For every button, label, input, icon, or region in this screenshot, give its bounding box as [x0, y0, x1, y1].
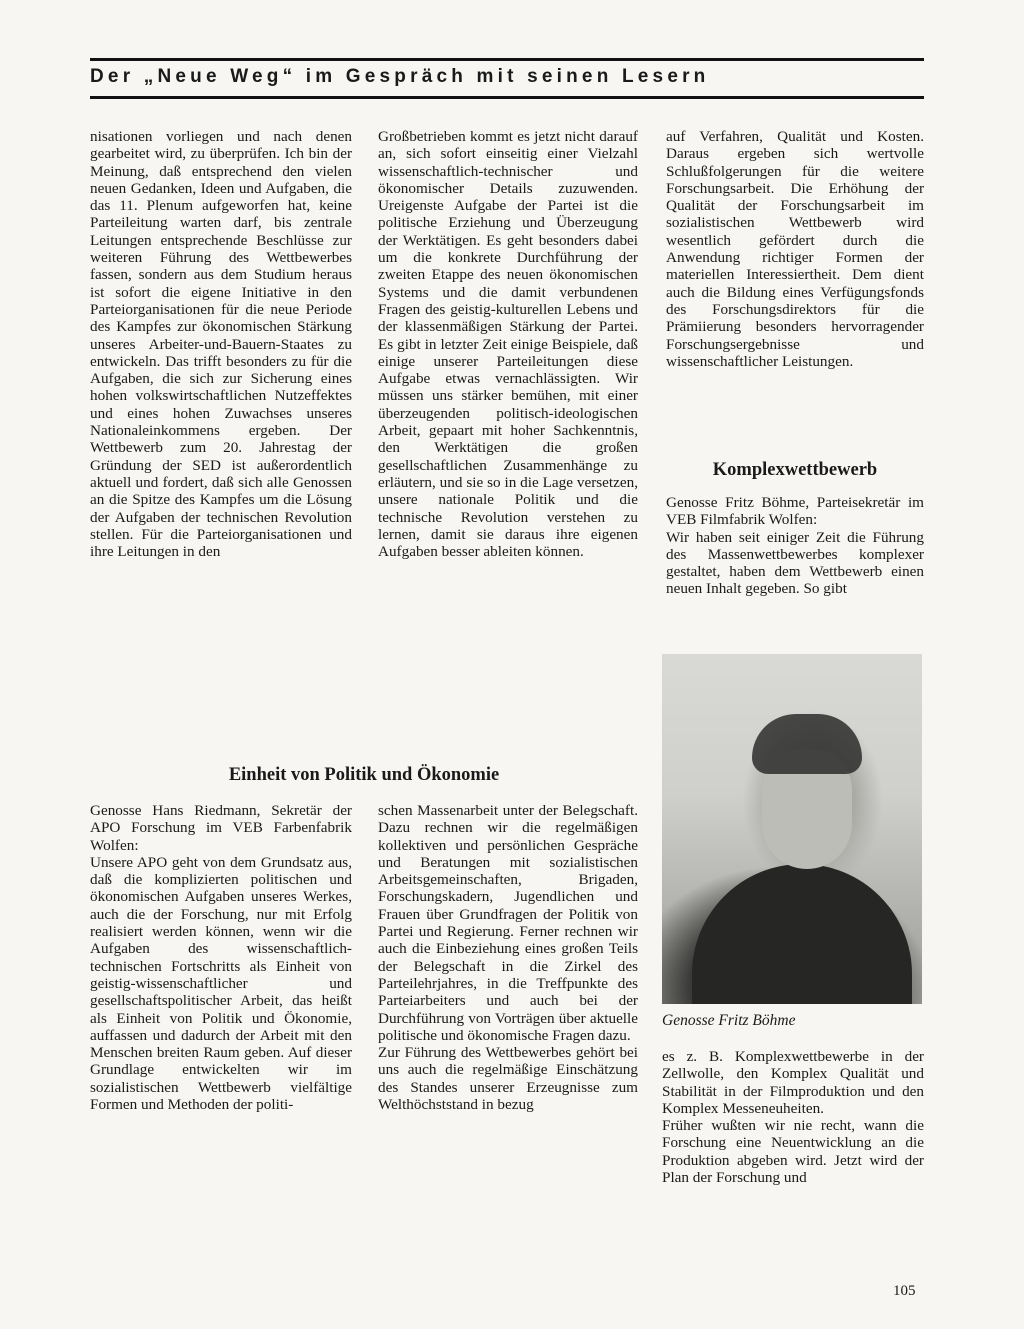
column-1-top	[90, 128, 352, 560]
einheit-intro: Genosse Hans Riedmann, Sekretär der APO Forschung im VEB Farbenfabrik Wolfen:	[90, 802, 352, 854]
photo-caption: Genosse Fritz Böhme	[662, 1012, 796, 1029]
page-header-title: Der „Neue Weg“ im Gespräch mit seinen Lesern	[90, 66, 710, 87]
einheit-column-2	[378, 802, 638, 1113]
column-3-bottom-text: es z. B. Komplexwettbewerbe in der Zellwolle, den Komplex Qualität und Stabilität in der Filmproduktion und den Komplex Messeneuheiten.	[662, 1048, 924, 1117]
column-3-bottom	[662, 1048, 924, 1186]
einheit-column-2-text: schen Massenarbeit unter der Belegschaft. Dazu rechnen wir die regelmäßigen kollektiven und persönlichen Gespräche und Beratungen mit sozialistischen Arbeitsgemeinschaften, Brigaden, Forschungskadern, Jugendlichen und Frauen über Grundfragen der Politik von Partei und Regierung. Ferner rechnen wir auch die Einbeziehung eines großen Teils der Belegschaft in die Zirkel des Parteilehrjahres, in die Treffpunkte des Parteiarbeiters und auch bei der Durchführung von Vorträgen über aktuelle politische und ökonomische Fragen dazu.	[378, 802, 638, 1044]
column-1-text: nisationen vorliegen und nach denen gearbeitet wird, zu überprüfen. Ich bin der Meinung, daß entsprechend den vielen neuen Gedanken, Ideen und Aufgaben, die das 11. Plenum aufgeworfen hat, keine Parteileitung warten darf, bis zentrale Leitungen entsprechende Beschlüsse zur weiteren Führung des Wettbewerbes fassen, sondern aus dem Studium heraus ist sofort die eigene Initiative in den Parteiorganisationen für die neue Periode des Kampfes zur ökonomischen Stärkung unseres Arbeiter-und-Bauern-Staates zu entwickeln. Das trifft besonders zu für die Aufgaben, die sich zur Sicherung eines hohen volkswirtschaftlichen Nutzeffektes und eines hohen Zuwachses unseres Nationaleinkommens ergeben. Der Wettbewerb zum 20. Jahrestag der Gründung der SED ist außerordentlich aktuell und fordert, daß sich alle Genossen an die Spitze des Kampfes um die Lösung der Aufgaben der technischen Revolution stellen. Für die Parteiorganisationen und ihre Leitungen in den	[90, 128, 352, 561]
column-2-text: Großbetrieben kommt es jetzt nicht darauf an, sich sofort einseitig einer Vielzahl wissenschaftlich-technischer und ökonomischer Details zuzuwenden. Ureigenste Aufgabe der Partei ist die politische Erziehung und Überzeugung der Werktätigen. Es geht besonders dabei um die konkrete Durchführung der zweiten Etappe des neuen ökonomischen Systems und die damit verbundenen Fragen des geistig-kulturellen Lebens und der klassenmäßigen Stärkung der Partei. Es gibt in letzter Zeit einige Beispiele, daß einige unserer Parteileitungen diese Aufgabe etwas vernachlässigten. Wir müssen uns stärker bemühen, mit einer überzeugenden politisch-ideologischen Arbeit, gepaart mit hoher Sachkenntnis, den Werktätigen die großen gesellschaftlichen Zusammenhänge zu erläutern, und sie so in die Lage versetzen, unsere nationale Politik und die technische Revolution verstehen zu lernen, damit sie daraus ihre eigenen Aufgaben besser ableiten können.	[378, 128, 638, 561]
column-3-bottom-text-b: Früher wußten wir nie recht, wann die Forschung eine Neuentwicklung an die Produktion abgeben wird. Jetzt wird der Plan der Forschung und	[662, 1117, 924, 1187]
einheit-column-2-text-b: Zur Führung des Wettbewerbes gehört bei uns auch die regelmäßige Einschätzung des Standes unserer Erzeugnisse zum Welthöchststand in bezug	[378, 1044, 638, 1114]
column-3-text: auf Verfahren, Qualität und Kosten. Daraus ergeben sich wertvolle Schlußfolgerungen für die weitere Forschungsarbeit. Die Erhöhung der Qualität der Forschungsarbeit im sozialistischen Wettbewerb wird wesentlich gefördert durch die Anwendung richtiger Formen der materiellen Interessiertheit. Dem dient auch die Bildung eines Verfügungsfonds des Forschungsdirektors für die Prämiierung besonders hervorragender Forschungsergebnisse und wissenschaftlicher Leistungen.	[666, 128, 924, 370]
komplex-text: Wir haben seit einiger Zeit die Führung des Massenwettbewerbes komplexer gestaltet, haben dem Wettbewerb einen neuen Inhalt gegeben. So gibt	[666, 528, 924, 598]
komplex-intro: Genosse Fritz Böhme, Parteisekretär im VEB Filmfabrik Wolfen:	[666, 494, 924, 529]
header-rule-bottom	[90, 96, 924, 99]
column-3-top	[666, 128, 924, 370]
einheit-column-1-text: Unsere APO geht von dem Grundsatz aus, daß die komplizierten politischen und ökonomischen Aufgaben unseres Werkes, auch die der Forschung, nur mit Erfolg realisiert werden können, wenn wir die Aufgaben des wissenschaftlich-technischen Fortschritts als Einheit von geistig-wissenschaftlicher und gesellschaftspolitischer Arbeit, das heißt als Einheit von Politik und Ökonomie, auffassen und dadurch der Arbeit mit den Menschen breiten Raum geben. Auf dieser Grundlage entwickelten wir im sozialistischen Wettbewerb vielfältige Formen und Methoden der politi-	[90, 853, 352, 1114]
komplex-section	[666, 494, 924, 598]
page-number: 105	[893, 1283, 916, 1299]
column-2-top	[378, 128, 638, 560]
header-rule-top	[90, 58, 924, 61]
portrait-hair	[752, 714, 862, 774]
einheit-column-1	[90, 802, 352, 1113]
portrait-coat	[692, 864, 912, 1004]
heading-komplexwettbewerb: Komplexwettbewerb	[712, 460, 878, 480]
heading-einheit: Einheit von Politik und Ökonomie	[228, 765, 500, 785]
portrait-photo	[662, 654, 922, 1004]
